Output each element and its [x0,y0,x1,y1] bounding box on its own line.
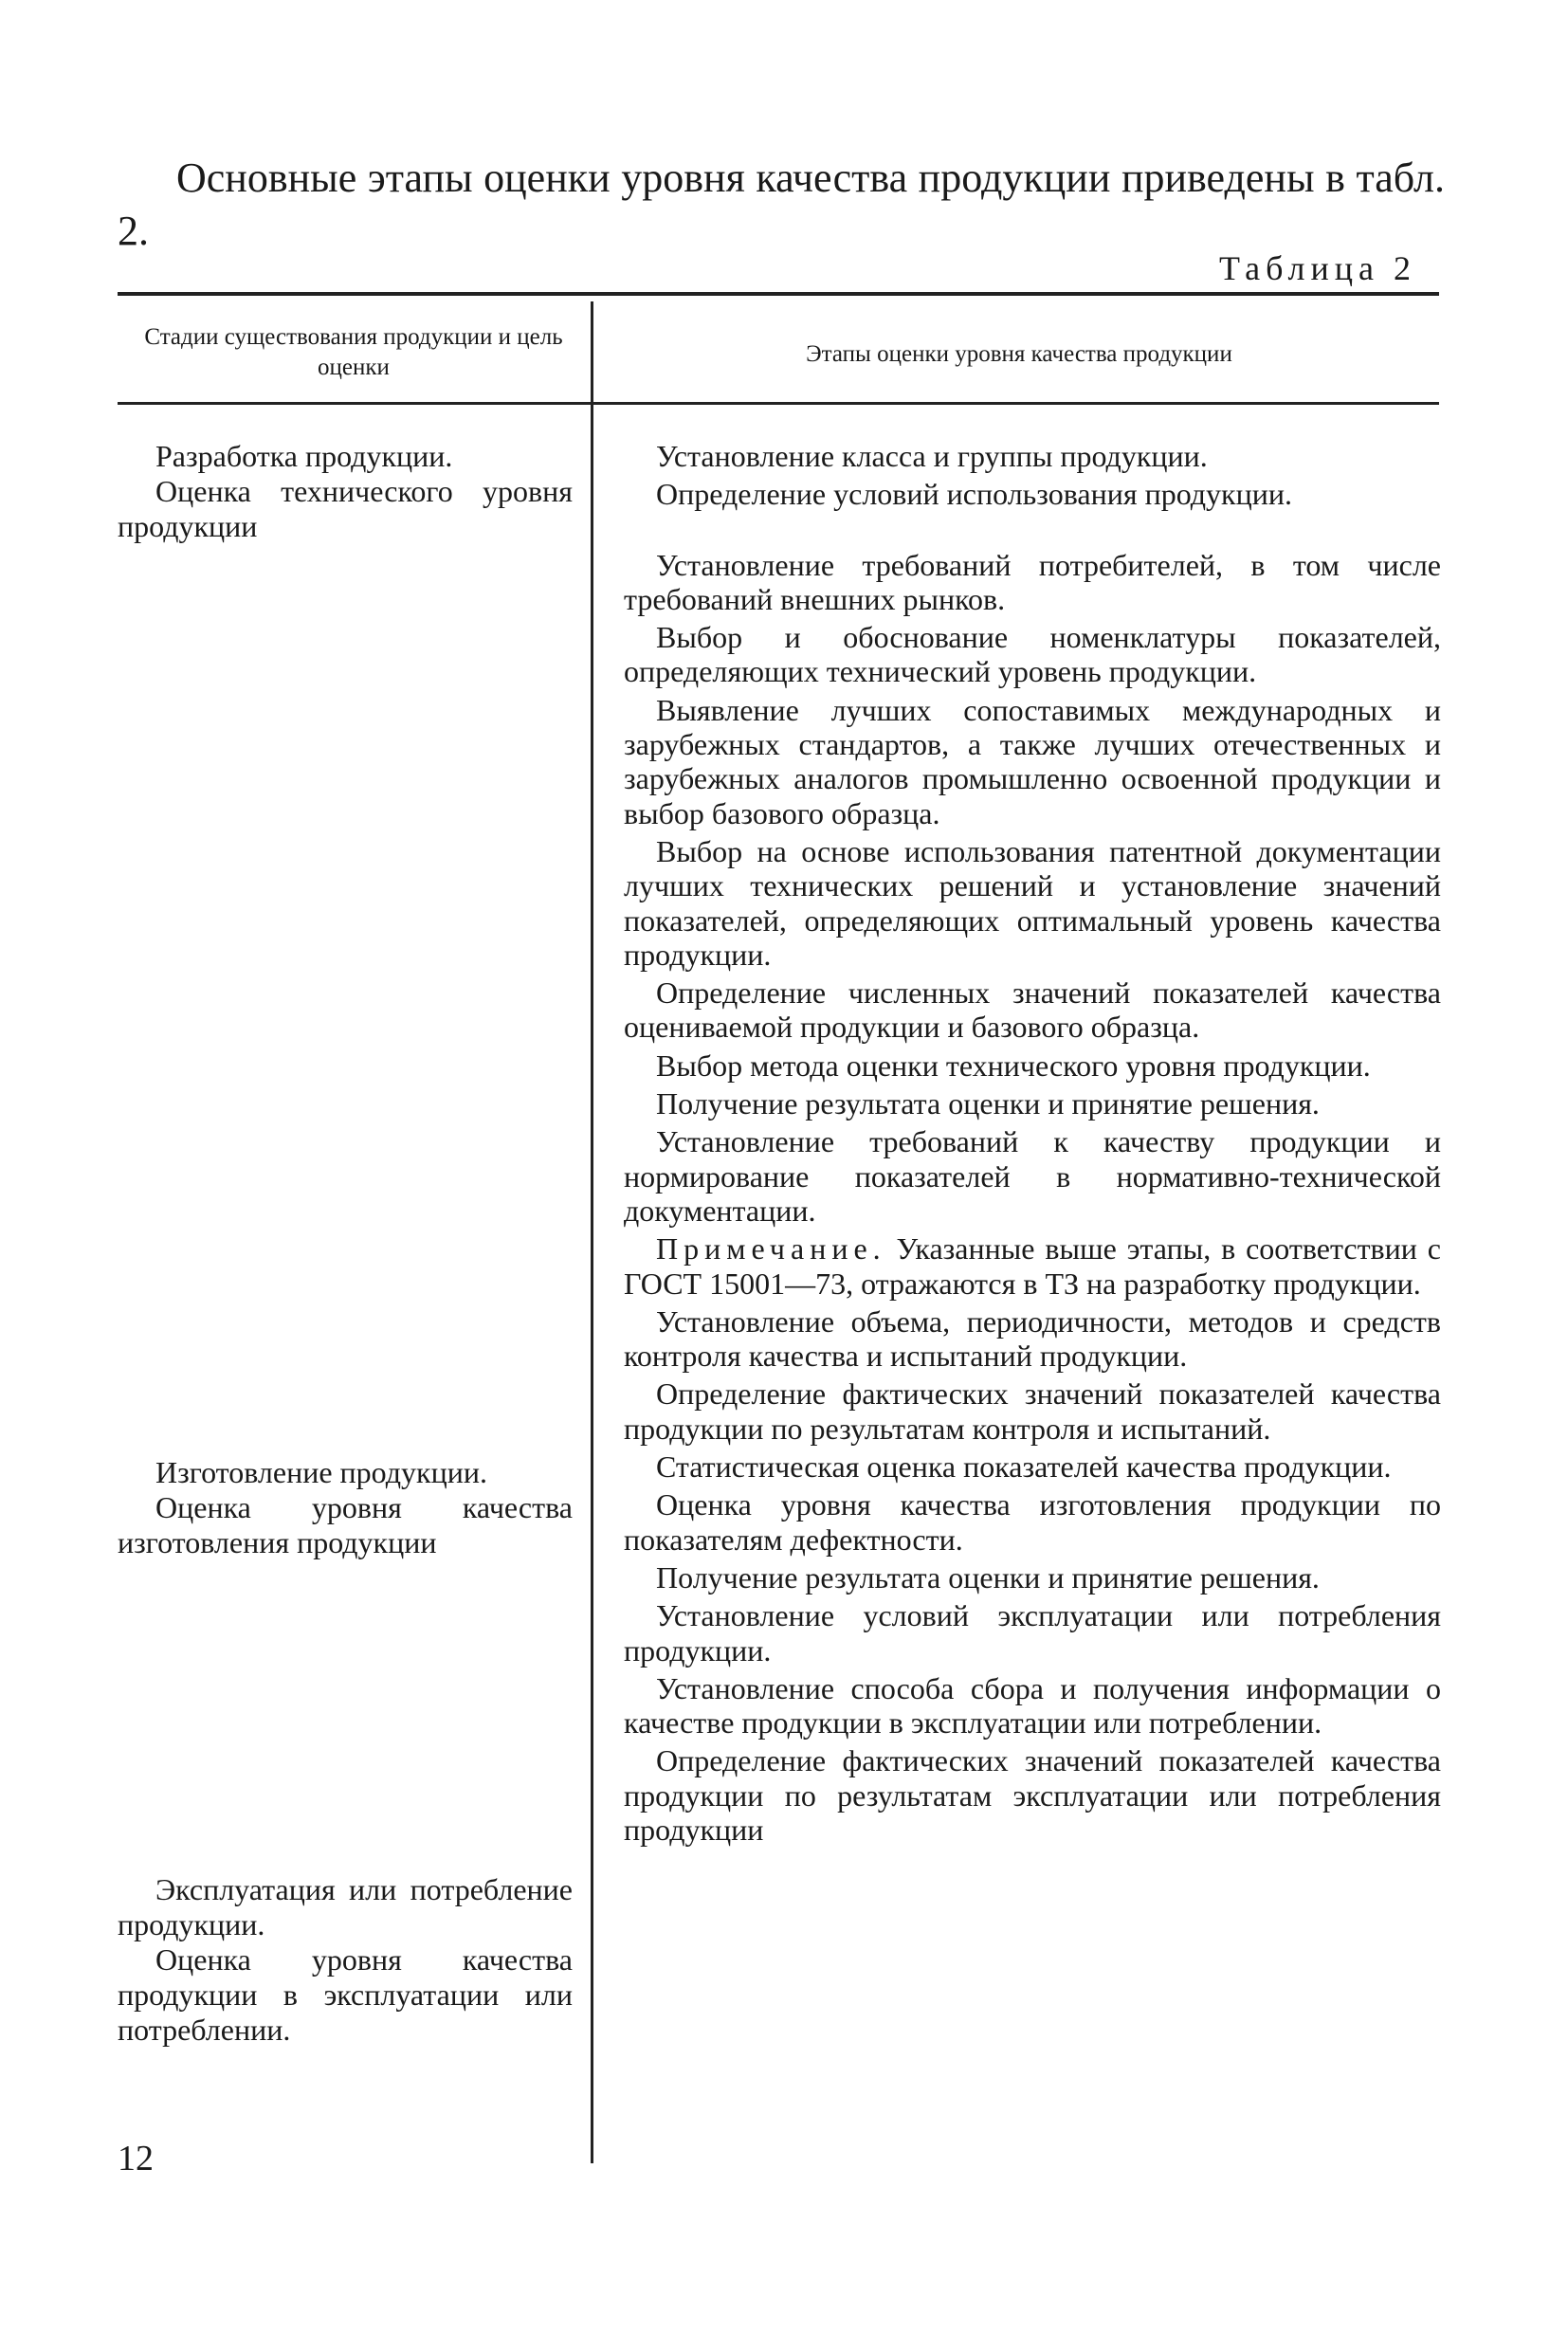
note-paragraph [624,1231,1441,1301]
page-number: 12 [118,2139,154,2178]
step-item: Выявление лучших сопоставимых международных и зарубежных стандартов, а также лучших отечественных и зарубежных аналогов промышленно освоенной продукции и выбор базового образца. [624,692,1441,830]
step-item: Выбор на основе использования патентной документации лучших технических решений и установление значений показателей, определяющих оптимальный уровень качества продукции. [624,833,1441,972]
stage-operation [118,1872,573,2048]
steps-column [624,439,1441,1850]
step-item: Установление объема, периодичности, методов и средств контроля качества и испытаний продукции. [624,1303,1441,1374]
step-item: Установление требований потребителей, в том числе требований внешних рынков. [624,547,1441,616]
stage-title: Изготовление продукции. [155,1455,487,1489]
table-header-rule [118,402,1439,405]
table-caption [1219,248,1416,288]
step-item: Определение численных значений показателей качества оцениваемой продукции и базового образца. [624,975,1441,1045]
note-label: Примечание. [656,1231,886,1267]
table-caption-text: Таблица 2 [1219,249,1416,287]
table-top-rule [118,292,1439,296]
step-item: Установление способа сбора и получения информации о качестве продукции в эксплуатации или потреблении. [624,1670,1441,1740]
stage-title: Эксплуатация или потребление продукции. [118,1872,573,1941]
step-item: Установление требований к качеству продукции и нормирование показателей в нормативно-технической документации. [624,1124,1441,1228]
step-item: Определение фактических значений показателей качества продукции по результатам контроля и испытаний. [624,1376,1441,1446]
stage-manufacturing [118,1455,573,1560]
stage-goal: Оценка технического уровня продукции [118,474,573,543]
step-item: Определение условий использования продукции. [656,477,1292,512]
stage-title: Разработка продукции. [155,439,453,473]
intro-paragraph: Основные этапы оценки уровня качества продукции приведены в табл. 2. [118,155,1445,254]
step-item: Выбор и обоснование номенклатуры показателей, определяющих технический уровень продукции. [624,620,1441,689]
step-item: Статистическая оценка показателей качества продукции. [656,1449,1392,1485]
table-header-stages: Стадии существования продукции и цель оценки [144,324,563,380]
table-header-steps: Этапы оценки уровня качества продукции [806,341,1232,367]
step-item: Получение результата оценки и принятие решения. [656,1559,1320,1595]
step-item: Определение фактических значений показателей качества продукции по результатам эксплуатации или потребления продукции [624,1743,1441,1847]
table-column-divider [591,301,593,2163]
step-item: Получение результата оценки и принятие решения. [656,1086,1320,1121]
stage-development [118,439,573,544]
step-item: Оценка уровня качества изготовления продукции по показателям дефектности. [624,1487,1441,1557]
stage-goal: Оценка уровня качества продукции в эксплуатации или потреблении. [118,1942,573,2047]
step-item: Выбор метода оценки технического уровня продукции. [656,1048,1371,1083]
stage-goal: Оценка уровня качества изготовления продукции [118,1490,573,1559]
note-text: Указанные выше этапы, в соответствии с ГОСТ 15001—73, отражаются в ТЗ на разработку продукции. [624,1231,1442,1301]
step-item: Установление условий эксплуатации или потребления продукции. [624,1598,1441,1668]
step-item: Установление класса и группы продукции. [656,439,1208,473]
